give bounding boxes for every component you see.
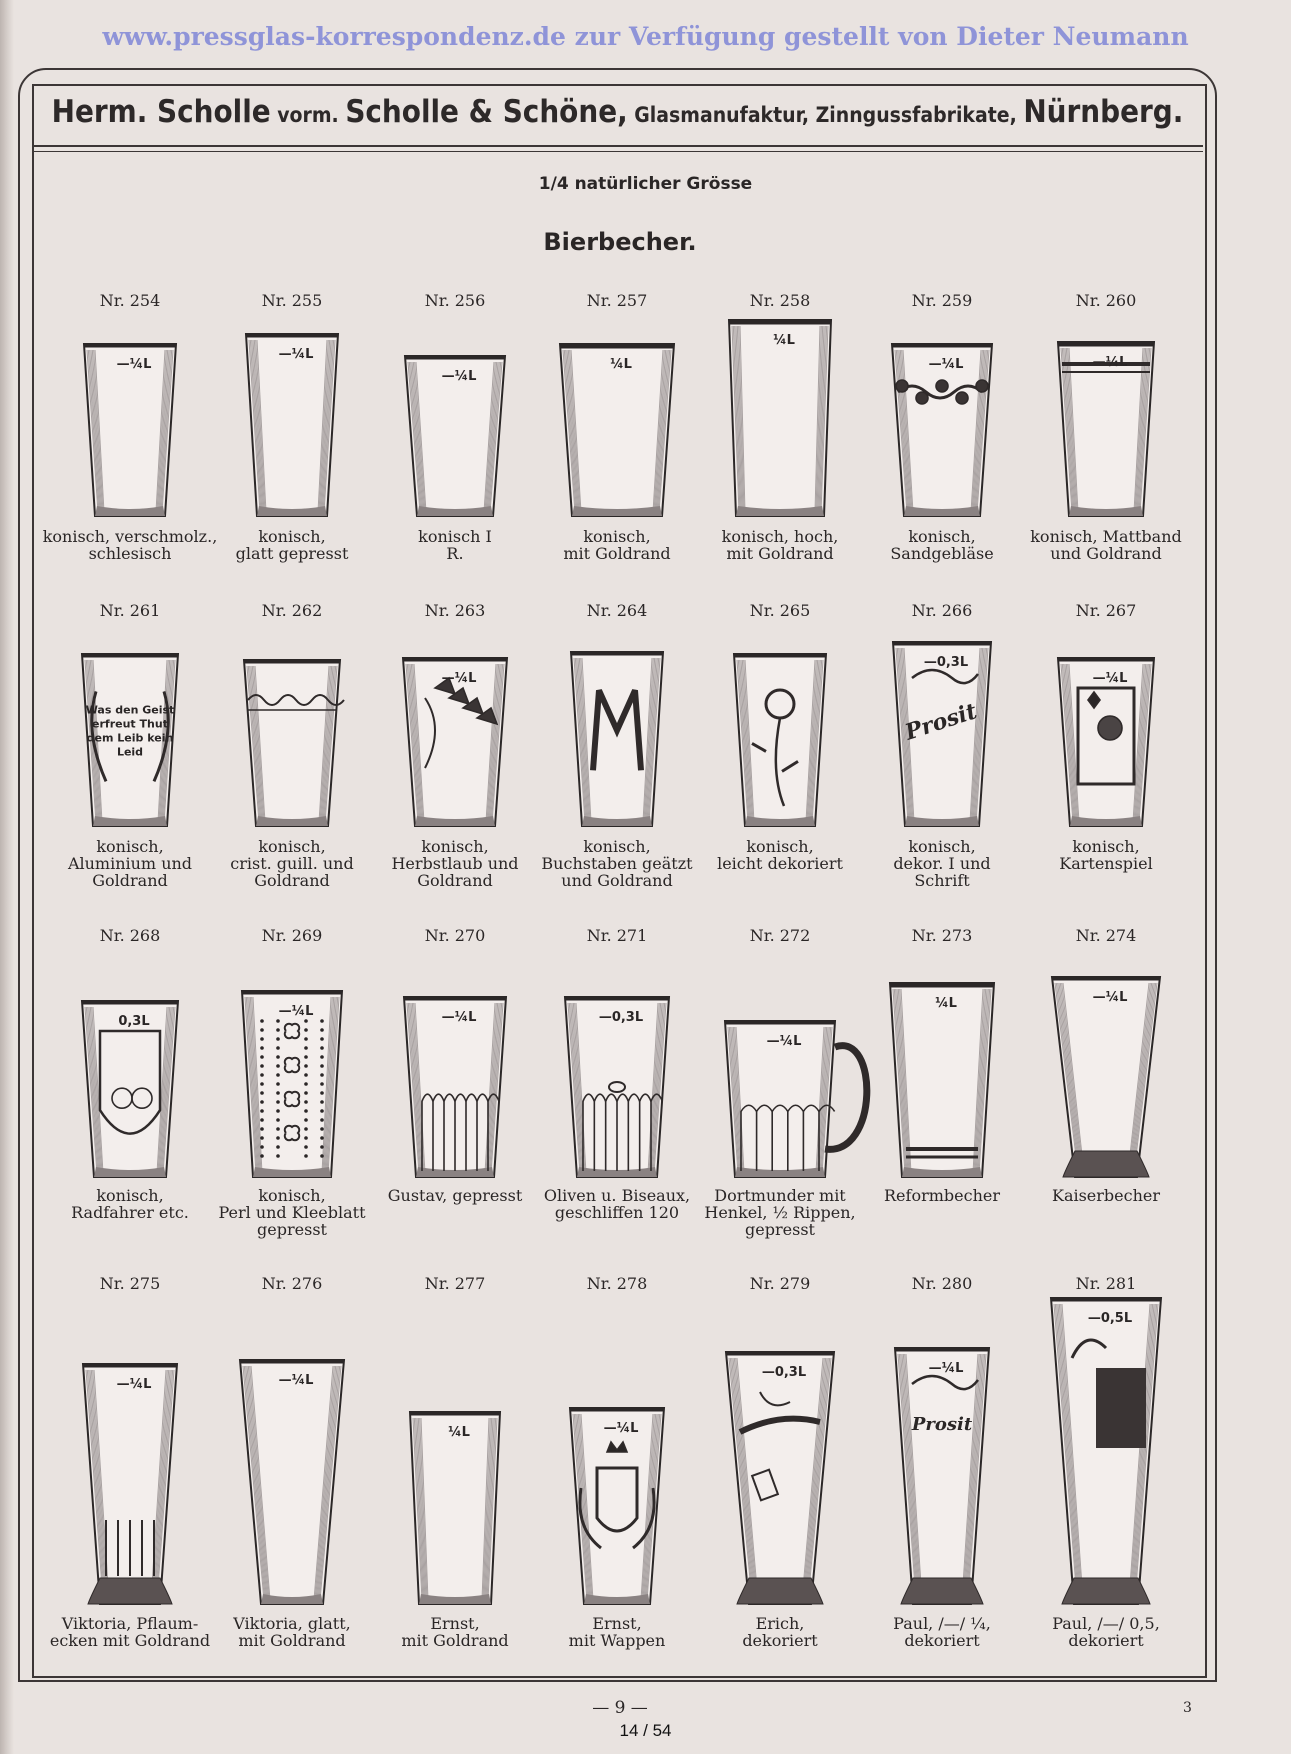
item-number: Nr. 276 [261, 1274, 323, 1293]
company-trade: Glasmanufaktur, Zinngussfabrikate, [627, 103, 1024, 127]
item-number: Nr. 279 [749, 1274, 811, 1293]
volume-mark: —¼L [928, 357, 964, 372]
glass-illustration [700, 654, 860, 828]
item-number: Nr. 269 [261, 926, 323, 945]
item-number: Nr. 278 [586, 1274, 648, 1293]
glass-illustration [375, 997, 535, 1179]
glass-illustration [50, 1001, 210, 1179]
volume-mark: —0,5L [1087, 1311, 1133, 1326]
item-caption: Dortmunder mit Henkel, ½ Rippen, gepresst [704, 1186, 856, 1239]
company-vorm: vorm. [270, 103, 346, 127]
volume-mark: —¼L [928, 1361, 964, 1376]
item-number: Nr. 270 [424, 926, 486, 945]
page-title: Bierbecher. [543, 228, 697, 256]
item-caption: Ernst, mit Goldrand [401, 1614, 509, 1650]
item-caption: konisch, Mattband und Goldrand [1030, 527, 1182, 563]
item-caption: Ernst, mit Wappen [568, 1614, 666, 1650]
item-caption: Kaiserbecher [1051, 1186, 1161, 1205]
item-number: Nr. 266 [911, 601, 973, 620]
item-number: Nr. 255 [261, 291, 323, 310]
item-caption: Viktoria, Pflaum- ecken mit Goldrand [49, 1614, 211, 1650]
glass-illustration [537, 652, 697, 828]
item-caption: Erich, dekoriert [742, 1614, 818, 1650]
glass-illustration [862, 344, 1022, 518]
item-caption: konisch, verschmolz., schlesisch [42, 527, 218, 563]
company-city: Nürnberg. [1023, 94, 1184, 130]
item-number: Nr. 273 [911, 926, 973, 945]
volume-mark: —0,3L [598, 1010, 644, 1025]
glass-illustration [862, 1348, 1022, 1606]
glass-illustration [1026, 977, 1186, 1179]
volume-mark: ¼L [773, 333, 795, 348]
item-caption: konisch, crist. guill. und Goldrand [230, 837, 354, 890]
item-number: Nr. 274 [1075, 926, 1137, 945]
item-caption: konisch, Herbstlaub und Goldrand [391, 837, 519, 890]
svg-text:Prosit: Prosit [911, 1414, 973, 1435]
glass-illustration [50, 344, 210, 518]
item-caption: konisch, glatt gepresst [235, 527, 349, 563]
volume-mark: —¼L [766, 1034, 802, 1049]
item-number: Nr. 258 [749, 291, 811, 310]
item-caption: Oliven u. Biseaux, geschliffen 120 [543, 1186, 691, 1222]
item-number: Nr. 281 [1075, 1274, 1137, 1293]
item-number: Nr. 256 [424, 291, 486, 310]
item-caption: konisch, Radfahrer etc. [71, 1186, 189, 1222]
glass-illustration [700, 320, 860, 518]
volume-mark: —¼L [278, 1004, 314, 1019]
svg-text:Prosit: Prosit [902, 698, 981, 746]
page-number: — 9 — [592, 1698, 648, 1718]
item-caption: konisch I R. [418, 527, 492, 563]
item-caption: konisch, mit Goldrand [563, 527, 671, 563]
item-number: Nr. 262 [261, 601, 323, 620]
glass-outline [1052, 977, 1160, 1177]
item-number: Nr. 263 [424, 601, 486, 620]
volume-mark: —0,3L [761, 1365, 807, 1380]
item-number: Nr. 267 [1075, 601, 1137, 620]
item-number: Nr. 260 [1075, 291, 1137, 310]
scale-note [0, 174, 1291, 194]
glass-illustration [375, 356, 535, 518]
glass-illustration [212, 334, 372, 518]
glass-illustration [1026, 658, 1186, 828]
item-caption: konisch, Perl und Kleeblatt gepresst [218, 1186, 366, 1239]
item-number: Nr. 271 [586, 926, 648, 945]
item-caption: konisch, Buchstaben geätzt und Goldrand [541, 837, 693, 890]
volume-mark: —¼L [1092, 355, 1128, 370]
volume-mark: 0,3L [118, 1014, 150, 1029]
volume-mark: —¼L [603, 1421, 639, 1436]
glass-illustration [862, 983, 1022, 1179]
item-caption: Gustav, gepresst [387, 1186, 523, 1205]
volume-mark: —¼L [1092, 671, 1128, 686]
glass-illustration [50, 1364, 210, 1606]
glass-illustration [700, 1021, 860, 1179]
volume-mark: —¼L [441, 369, 477, 384]
glass-illustration [1026, 342, 1186, 518]
volume-mark: —¼L [278, 1373, 314, 1388]
header-rule-thin [32, 151, 1203, 152]
glass-illustration [537, 997, 697, 1179]
volume-mark: —¼L [116, 357, 152, 372]
item-number: Nr. 275 [99, 1274, 161, 1293]
glass-illustration [50, 654, 210, 828]
item-caption: Paul, /—/ 0,5, dekoriert [1052, 1614, 1160, 1650]
item-caption: konisch, Sandgebläse [890, 527, 994, 563]
scale-fraction: 1/4 [538, 174, 569, 194]
glass-illustration [375, 1412, 535, 1606]
item-caption: konisch, Kartenspiel [1059, 837, 1153, 873]
volume-mark: ¼L [935, 996, 957, 1011]
book-spine [0, 0, 14, 1754]
item-caption: Viktoria, glatt, mit Goldrand [233, 1614, 351, 1650]
glass-illustration [862, 642, 1022, 828]
corner-mark: 3 [1183, 1700, 1192, 1716]
item-caption: konisch, leicht dekoriert [717, 837, 843, 873]
item-number: Nr. 280 [911, 1274, 973, 1293]
item-number: Nr. 259 [911, 291, 973, 310]
item-number: Nr. 268 [99, 926, 161, 945]
volume-mark: —0,3L [923, 655, 969, 670]
company-header [32, 94, 1203, 130]
volume-mark: —¼L [441, 1010, 477, 1025]
volume-mark: —¼L [116, 1377, 152, 1392]
glass-illustration [212, 991, 372, 1179]
glass-illustration [212, 660, 372, 828]
glass-illustration [537, 1408, 697, 1606]
scale-text: natürlicher Grösse [568, 174, 753, 194]
item-number: Nr. 265 [749, 601, 811, 620]
item-number: Nr. 264 [586, 601, 648, 620]
glass-outline [726, 1352, 834, 1604]
company-name: Herm. Scholle [51, 94, 271, 130]
glass-illustration [212, 1360, 372, 1606]
volume-mark: —¼L [1092, 990, 1128, 1005]
svg-text:Was den Geisterfreut Thutdem L: Was den Geist erfreut Thut dem Leib kein Leid [85, 703, 175, 759]
glass-illustration [1026, 1298, 1186, 1606]
item-number: Nr. 261 [99, 601, 161, 620]
volume-mark: ¼L [448, 1425, 470, 1440]
volume-mark: —¼L [278, 347, 314, 362]
volume-mark: —¼L [441, 671, 477, 686]
header-rule [32, 145, 1203, 147]
volume-mark: ¼L [610, 357, 632, 372]
glass-decoration [1063, 1151, 1149, 1177]
item-caption: konisch, hoch, mit Goldrand [721, 527, 839, 563]
glass-illustration [375, 658, 535, 828]
glass-illustration [537, 344, 697, 518]
item-number: Nr. 277 [424, 1274, 486, 1293]
item-caption: Paul, /—/ ¼, dekoriert [893, 1614, 991, 1650]
item-caption: konisch, dekor. I und Schrift [893, 837, 991, 890]
item-number: Nr. 254 [99, 291, 161, 310]
company-former-name: Scholle & Schöne, [345, 94, 628, 130]
item-number: Nr. 272 [749, 926, 811, 945]
pager-indicator: 14 / 54 [619, 1721, 672, 1740]
item-caption: konisch, Aluminium und Goldrand [67, 837, 193, 890]
item-caption: Reformbecher [884, 1186, 1000, 1205]
item-number: Nr. 257 [586, 291, 648, 310]
glass-illustration [700, 1352, 860, 1606]
watermark-text: www.pressglas-korrespondenz.de zur Verfügung gestellt von Dieter Neumann [102, 22, 1189, 51]
